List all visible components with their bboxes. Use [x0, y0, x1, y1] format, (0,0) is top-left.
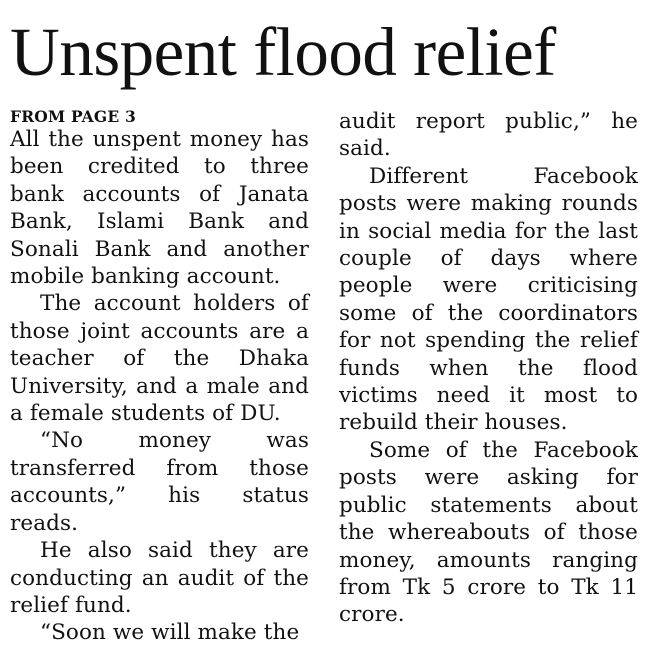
paragraph: All the unspent money has been credited to three bank accounts of Janata Bank, Islami Bank and Sonali Bank and another mobile banking account.	[10, 127, 309, 290]
paragraph: He also said they are conducting an audit of the relief fund.	[10, 538, 309, 618]
paragraph: Some of the Facebook posts were asking for public statements about the whereabouts of those money, amounts ranging from Tk 5 crore to Tk 11 crore.	[339, 437, 638, 628]
kicker-from-page: FROM PAGE 3	[10, 107, 136, 126]
article-column-left	[10, 107, 309, 647]
paragraph: “No money was transferred from those accounts,” his status reads.	[10, 428, 309, 536]
paragraph: Different Facebook posts were making rounds in social media for the last couple of days where people were criticising some of the coordinators for not spending the relief funds when the flood victims need it most to rebuild their houses.	[339, 163, 638, 436]
paragraph-continuation: audit report public,” he said.	[339, 109, 638, 162]
paragraph-continued: “Soon we will make the	[40, 620, 300, 646]
article-column-right	[339, 108, 638, 629]
headline: Unspent flood relief	[10, 14, 556, 90]
paragraph: The account holders of those joint accounts are a teacher of the Dhaka University, and a male and a female students of DU.	[10, 291, 309, 427]
